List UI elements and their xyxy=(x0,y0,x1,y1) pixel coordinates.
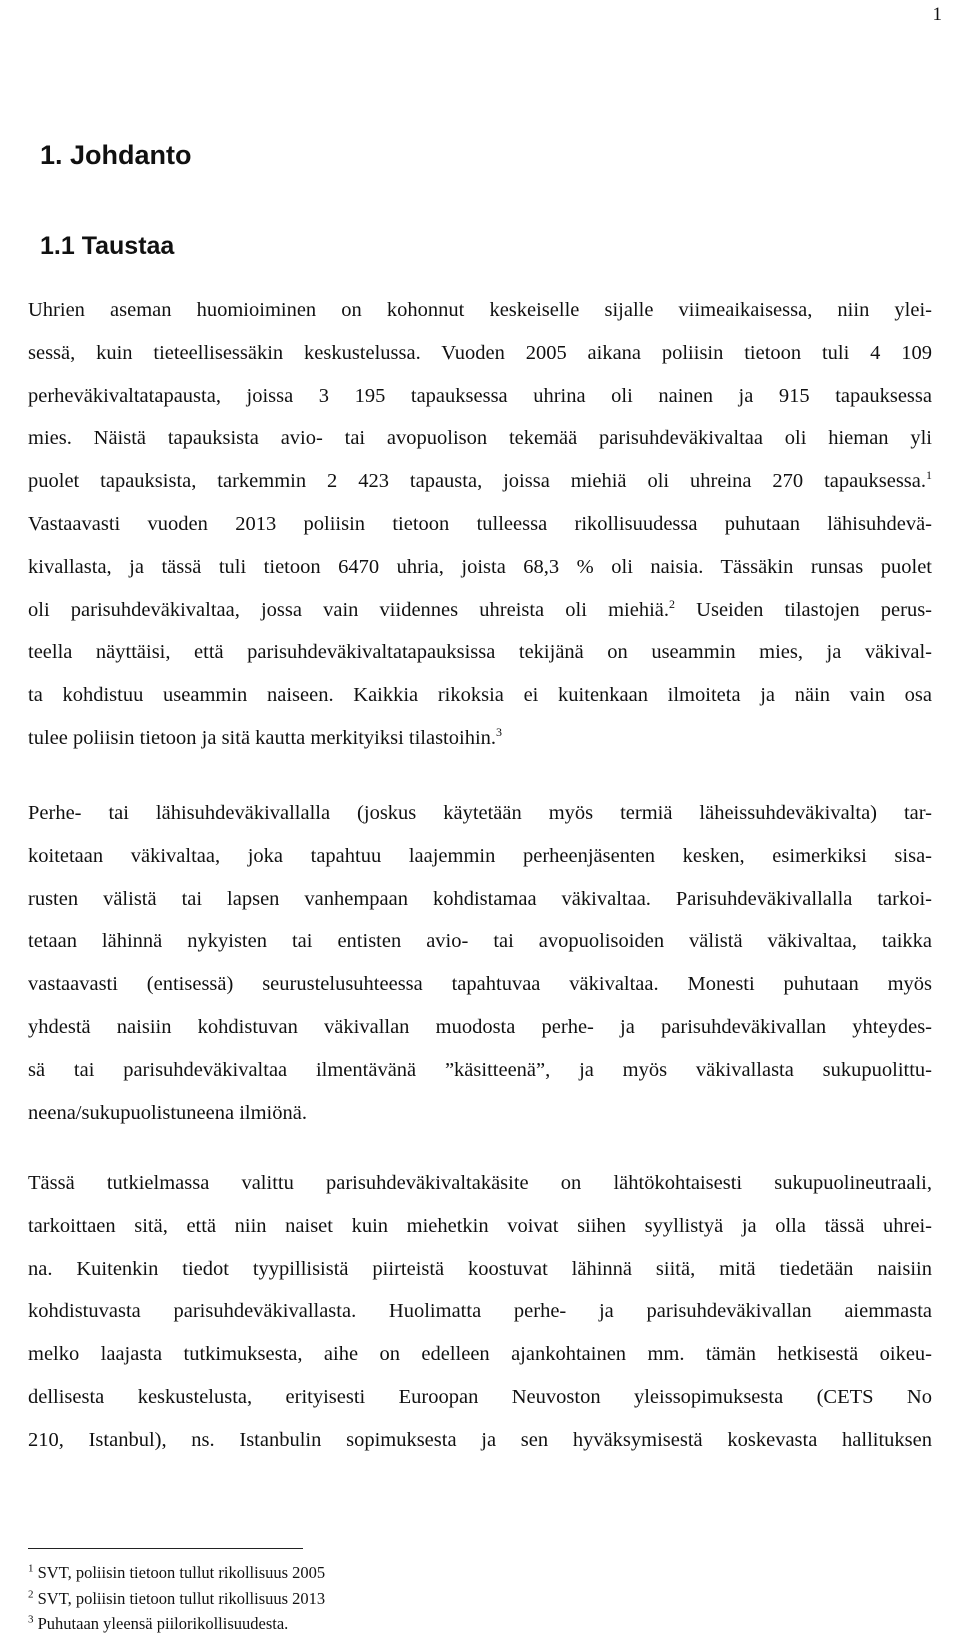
text-line: sessä, kuin tieteellisessäkin keskustelussa. Vuoden 2005 aikana poliisin tietoon tuli 4 109 xyxy=(28,341,932,364)
section-heading: 1.1 Taustaa xyxy=(40,232,175,260)
text-line: melko laajasta tutkimuksesta, aihe on edelleen ajankohtainen mm. tämän hetkisestä oikeu- xyxy=(28,1343,932,1366)
text-line: tetaan lähinnä nykyisten tai entisten avio- tai avopuolisoiden välistä väkivaltaa, taikka xyxy=(28,930,932,953)
page-number: 1 xyxy=(932,4,942,25)
text-line-content: tulee poliisin tietoon ja sitä kautta merkityiksi tilastoihin. xyxy=(28,726,497,749)
paragraph-definitions xyxy=(28,792,932,1134)
footnotes xyxy=(28,1560,325,1637)
text-line xyxy=(28,717,932,760)
text-line: Vastaavasti vuoden 2013 poliisin tietoon tulleessa rikollisuudessa puhutaan lähisuhdevä- xyxy=(28,512,932,535)
footnote-marker: 1 xyxy=(28,1562,34,1575)
text-line: neena/sukupuolistuneena ilmiönä. xyxy=(28,1101,307,1124)
footnote-ref-1: 1 xyxy=(926,468,932,483)
paragraph-background-statistics xyxy=(28,289,932,760)
text-line: Perhe- tai lähisuhdeväkivallalla (joskus käytetään myös termiä läheissuhdeväkivalta) tar- xyxy=(28,802,932,824)
text-line: kohdistuvasta parisuhdeväkivallasta. Huolimatta perhe- ja parisuhdeväkivallan aiemmasta xyxy=(28,1300,932,1323)
footnote-item xyxy=(28,1611,325,1637)
footnote-separator xyxy=(28,1548,303,1549)
text-line: sä tai parisuhdeväkivaltaa ilmentävänä ”käsitteenä”, ja myös väkivallasta sukupuolittu- xyxy=(28,1058,932,1081)
text-line: Uhrien aseman huomioiminen on kohonnut keskeiselle sijalle viimeaikaisessa, niin ylei- xyxy=(28,299,932,321)
text-line: mies. Näistä tapauksista avio- tai avopuolison tekemää parisuhdeväkivaltaa oli hieman yli xyxy=(28,427,932,450)
footnote-item xyxy=(28,1586,325,1612)
text-line: vastaavasti (entisessä) seurustelusuhteessa tapahtuvaa väkivaltaa. Monesti puhutaan myös xyxy=(28,973,932,996)
text-line: tarkoittaen sitä, että niin naiset kuin miehetkin voivat siihen syyllistyä ja olla tässä uhrei- xyxy=(28,1214,932,1237)
footnote-marker: 2 xyxy=(28,1588,34,1600)
text-line: ta kohdistuu useammin naiseen. Kaikkia rikoksia ei kuitenkaan ilmoiteta ja näin vain osa xyxy=(28,684,932,707)
footnote-text: Puhutaan yleensä piilorikollisuudesta. xyxy=(37,1614,289,1633)
text-line: rusten välistä tai lapsen vanhempaan kohdistamaa väkivaltaa. Parisuhdeväkivallalla tarkoi- xyxy=(28,887,932,910)
footnote-text: SVT, poliisin tietoon tullut rikollisuus 2013 xyxy=(37,1588,326,1608)
footnote-marker: 3 xyxy=(28,1613,34,1626)
text-line: kivallasta, ja tässä tuli tietoon 6470 uhria, joista 68,3 % oli naisia. Tässäkin runsas puolet xyxy=(28,555,932,578)
footnote-ref-2: 2 xyxy=(669,596,675,611)
text-line: koitetaan väkivaltaa, joka tapahtuu laajemmin perheenjäsenten kesken, esimerkiksi sisa- xyxy=(28,844,932,867)
footnote-item xyxy=(28,1560,325,1586)
footnote-text: SVT, poliisin tietoon tullut rikollisuus 2005 xyxy=(37,1563,326,1582)
text-line xyxy=(28,460,932,503)
paragraph-scope xyxy=(28,1162,932,1462)
text-line-content: Useiden tilastojen perus- xyxy=(696,598,932,621)
text-line: na. Kuitenkin tiedot tyypillisistä piirteistä koostuvat lähinnä siitä, mitä tiedetään naisiin xyxy=(28,1257,932,1280)
text-line: Tässä tutkielmassa valittu parisuhdeväkivaltakäsite on lähtökohtaisesti sukupuolineutraali, xyxy=(28,1172,932,1194)
text-line: perheväkivaltatapausta, joissa 3 195 tapauksessa uhrina oli nainen ja 915 tapauksessa xyxy=(28,384,932,407)
chapter-heading: 1. Johdanto xyxy=(40,140,192,170)
text-line-content: oli parisuhdeväkivaltaa, jossa vain viidennes uhreista oli miehiä. xyxy=(28,598,669,621)
footnote-ref-3: 3 xyxy=(496,725,503,740)
text-line: yhdestä naisiin kohdistuvan väkivallan muodosta perhe- ja parisuhdeväkivallan yhteydes- xyxy=(28,1015,932,1038)
text-line: 210, Istanbul), ns. Istanbulin sopimuksesta ja sen hyväksymisestä koskevasta hallituksen xyxy=(28,1428,932,1451)
text-line: dellisesta keskustelusta, erityisesti Euroopan Neuvoston yleissopimuksesta (CETS No xyxy=(28,1385,932,1408)
text-line: teella näyttäisi, että parisuhdeväkivaltatapauksissa tekijänä on useammin mies, ja väkival- xyxy=(28,641,932,664)
text-line xyxy=(28,589,932,632)
text-line-content: puolet tapauksista, tarkemmin 2 423 tapausta, joissa miehiä oli uhreina 270 tapauksessa. xyxy=(28,470,926,493)
